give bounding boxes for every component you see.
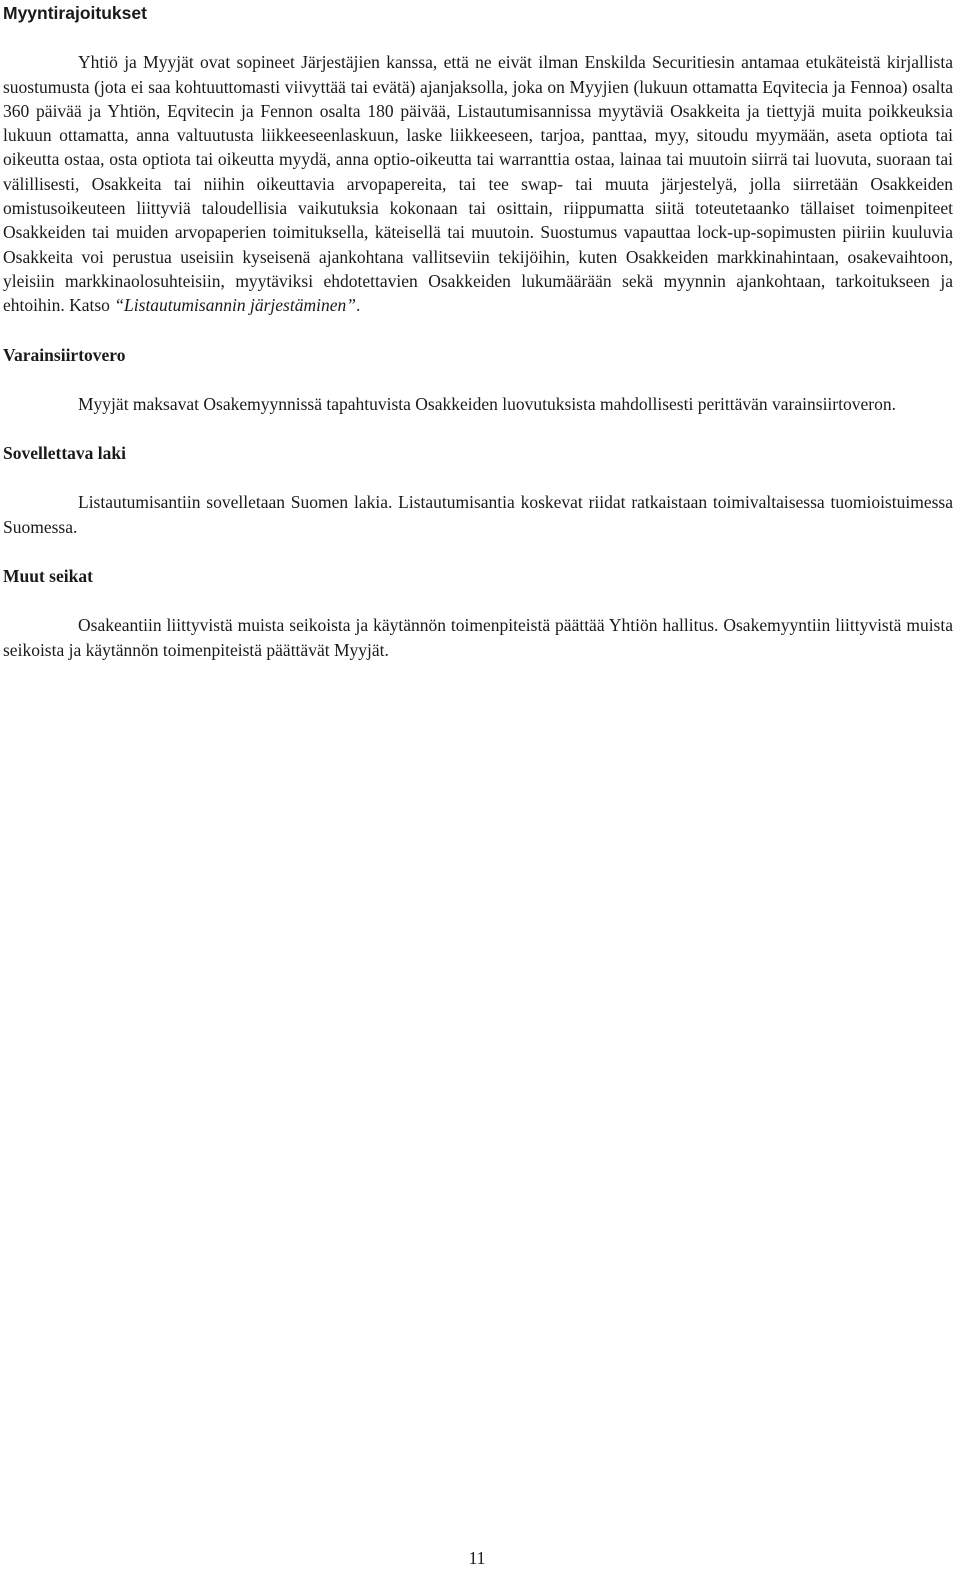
paragraph-muut-seikat: Osakeantiin liittyvistä muista seikoista ja käytännön toimenpiteistä päättää Yhtiön hallitus. Osakemyyntiin liittyvistä muista seikoista ja käytännön toimenpiteistä päättävät Myyjät. — [3, 615, 953, 660]
section-heading-muut-seikat: Muut seikat — [3, 566, 93, 587]
section-heading-sovellettava-laki: Sovellettava laki — [3, 443, 126, 464]
paragraph-end: . — [355, 295, 361, 316]
cross-reference[interactable]: “Listautumisannin järjestäminen” — [114, 295, 356, 316]
paragraph-sovellettava-laki: Listautumisantiin sovelletaan Suomen lakia. Listautumisantia koskevat riidat ratkaistaan toimivaltaisessa tuomioistuimessa Suomessa. — [3, 492, 953, 537]
paragraph-myyntirajoitukset-text: Yhtiö ja Myyjät ovat sopineet Järjestäjien kanssa, että ne eivät ilman Enskilda Securitiesin antamaa etukäteistä kirjallista suostumusta (jota ei saa kohtuuttomasti viivyttää tai evätä) ajanjaksolla, joka on Myyjien (lukuun ottamatta Eqvitecia ja Fennoa) osalta 360 päivää ja Yhtiön, Eqvitecin ja Fennon osalta 180 päivää, Listautumisannissa myytäviä Osakkeita ja tiettyjä muita poikkeuksia lukuun ottamatta, anna valtuutusta liikkeeseenlaskuun, laske liikkeeseen, tarjoa, panttaa, myy, sitoudu myymään, aseta optiota tai oikeutta ostaa, osta optiota tai oikeutta myydä, anna optio-oikeutta tai warranttia ostaa, lainaa tai muutoin siirrä tai luovuta, suoraan tai välillisesti, Osakkeita tai niihin oikeuttavia arvopapereita, tai tee swap- tai muuta järjestelyä, jolla siirretään Osakkeiden omistusoikeuteen liittyviä taloudellisia vaikutuksia kokonaan tai osittain, riippumatta siitä toteutetaanko tällaiset toimenpiteet Osakkeiden tai muiden arvopaperien toimituksella, käteisellä tai muutoin. Suostumus vapauttaa lock-up-sopimusten piiriin kuuluvia Osakkeita voi perustua useisiin kyseisenä ajankohtana vallitseviin tekijöihin, kuten Osakkeiden markkinahintaan, osakevaihtoon, yleisiin markkinaolosuhteisiin, myytäviksi ehdotettavien Osakkeiden lukumäärään sekä myynnin ajankohtaan, tarkoitukseen ja ehtoihin. Katso — [3, 52, 953, 316]
page-number: 11 — [468, 1548, 486, 1568]
paragraph-varainsiirtovero: Myyjät maksavat Osakemyynnissä tapahtuvista Osakkeiden luovutuksista mahdollisesti perittävän varainsiirtoveron. — [78, 393, 896, 414]
document-page — [3, 0, 953, 662]
section-heading-myyntirajoitukset: Myyntirajoitukset — [3, 3, 147, 23]
section-heading-varainsiirtovero: Varainsiirtovero — [3, 344, 126, 365]
paragraph-myyntirajoitukset — [3, 50, 953, 317]
